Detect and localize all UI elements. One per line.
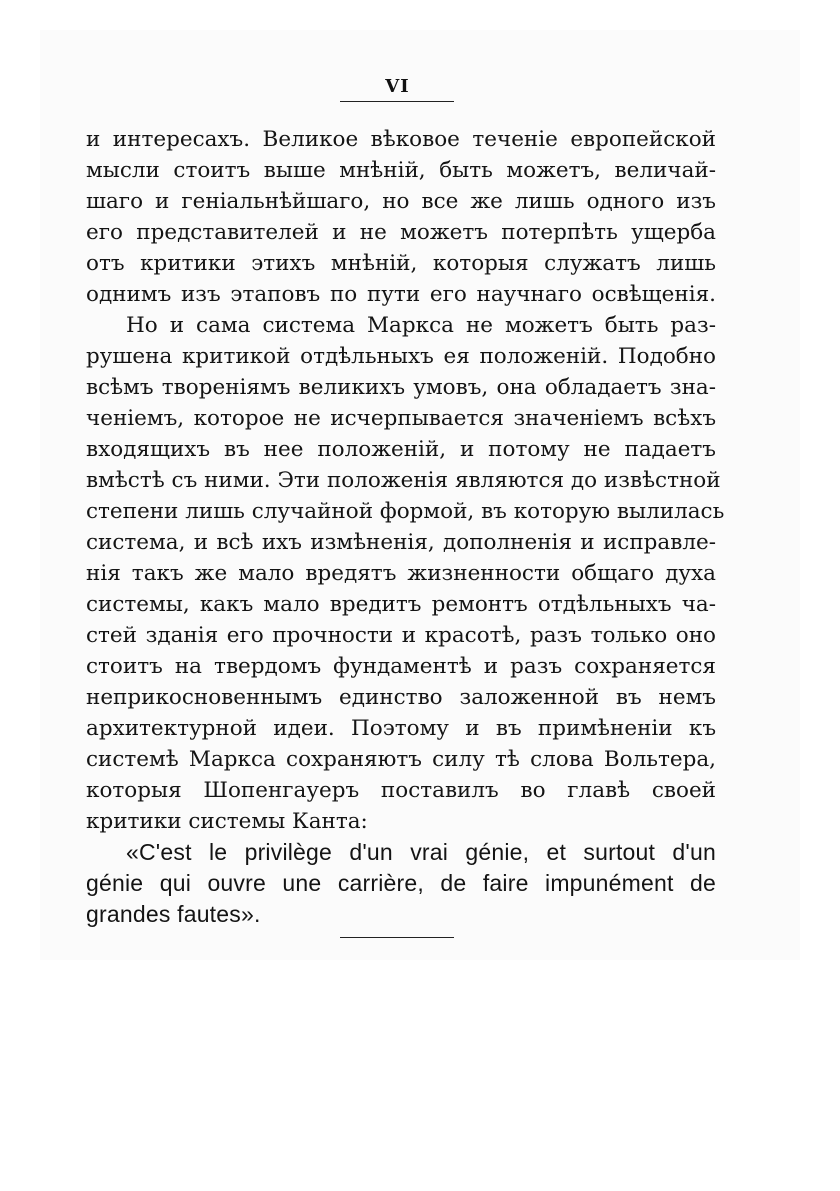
text-line: степени лишь случайной формой, въ которую вылилась: [86, 499, 725, 524]
text-line: мысли стоитъ выше мнѣній, быть можетъ, величай-: [86, 158, 716, 183]
text-line: и интересахъ. Великое вѣковое теченіе европейской: [86, 127, 716, 152]
text-line: нія такъ же мало вредятъ жизненности общаго духа: [86, 561, 716, 586]
text-line: критики системы Канта:: [86, 809, 368, 834]
header-rule: [340, 101, 454, 102]
page-number: VI: [385, 76, 410, 97]
text-line: отъ критики этихъ мнѣній, которыя служатъ лишь: [86, 251, 716, 276]
text-line: рушена критикой отдѣльныхъ ея положеній. Подобно: [86, 344, 716, 369]
text-line: стоитъ на твердомъ фундаментѣ и разъ сохраняется: [86, 654, 716, 679]
quote-line: «C'est le privilège d'un vrai génie, et surtout d'un: [126, 839, 716, 865]
text-line: система, и всѣ ихъ измѣненія, дополненія и исправле-: [86, 530, 716, 555]
text-line: неприкосновеннымъ единство заложенной въ немъ: [86, 685, 716, 710]
text-line: его представителей и не можетъ потерпѣть ущерба: [86, 220, 716, 245]
text-line: стей зданія его прочности и красотѣ, разъ только оно: [86, 623, 716, 648]
text-line: архитектурной идеи. Поэтому и въ примѣненіи къ: [86, 716, 716, 741]
text-line: ченіемъ, которое не исчерпывается значеніемъ всѣхъ: [86, 406, 716, 431]
text-line: которыя Шопенгауеръ поставилъ во главѣ своей: [86, 778, 716, 803]
footer-rule: [340, 937, 454, 938]
text-line: шаго и геніальнѣйшаго, но все же лишь одного изъ: [86, 189, 716, 214]
text-line: системы, какъ мало вредитъ ремонтъ отдѣльныхъ ча-: [86, 592, 716, 617]
text-line: всѣмъ твореніямъ великихъ умовъ, она обладаетъ зна-: [86, 375, 716, 400]
text-line: системѣ Маркса сохраняютъ силу тѣ слова Вольтера,: [86, 747, 716, 772]
text-line: однимъ изъ этаповъ по пути его научнаго освѣщенія.: [86, 282, 716, 307]
text-line: входящихъ въ нее положеній, и потому не падаетъ: [86, 437, 716, 462]
text-line: вмѣстѣ съ ними. Эти положенія являются до извѣстной: [86, 468, 721, 493]
body-text: [86, 124, 725, 930]
quote-line: grandes fautes».: [86, 901, 261, 927]
text-line: Но и сама система Маркса не можетъ быть раз-: [126, 313, 716, 338]
quote-line: génie qui ouvre une carrière, de faire impunément de: [86, 870, 716, 896]
